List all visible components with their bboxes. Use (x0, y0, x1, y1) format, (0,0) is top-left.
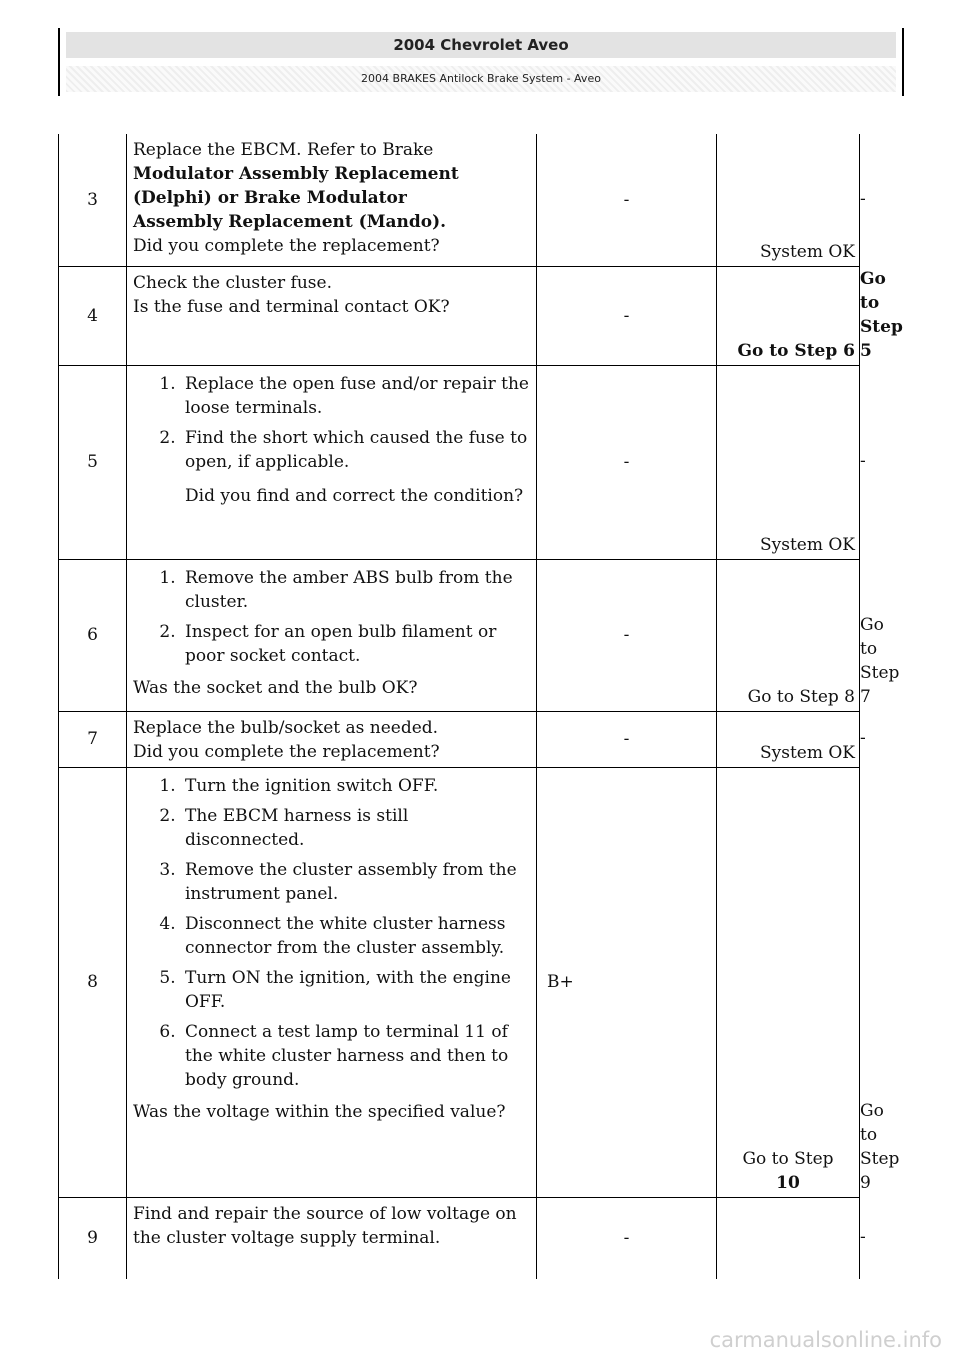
step-yes (717, 1197, 860, 1279)
step-action (127, 711, 537, 767)
step-value: - (537, 559, 717, 711)
action-text: (Delphi) or Brake Modulator (133, 188, 407, 208)
step-yes-line: Go to Step (742, 1148, 834, 1169)
table-row: 7 Replace the bulb/socket as needed. Did you complete the replacement? - System OK - (59, 711, 860, 767)
step-value: - (537, 1197, 717, 1279)
document-subtitle: 2004 BRAKES Antilock Brake System - Aveo (66, 66, 896, 92)
list-item: 1. Turn the ignition switch OFF. (181, 774, 530, 798)
step-number: 3 (59, 134, 127, 266)
step-value: - (537, 365, 717, 559)
table-row: 5 1. Replace the open fuse and/or repair the loose terminals. 2. Find the short which caused the fuse to open, if applicable. Did you find and correct the condition? - System OK - (59, 365, 860, 559)
step-question: Did you complete the replacement? (133, 236, 440, 256)
list-item: 4. Disconnect the white cluster harness connector from the cluster assembly. (181, 912, 530, 960)
step-yes: System OK (717, 134, 860, 266)
table-row: 9 Find and repair the source of low voltage on the cluster voltage supply terminal. - - (59, 1197, 860, 1279)
step-value: B+ (537, 767, 717, 1197)
step-question: Did you find and correct the condition? (185, 485, 524, 506)
list-item: 1. Replace the open fuse and/or repair the loose terminals. (181, 372, 530, 420)
step-action (127, 365, 537, 559)
table-row: 6 1. Remove the amber ABS bulb from the cluster. 2. Inspect for an open bulb filament or poor socket contact. Was the socket and the bulb OK? - Go to Step 8 Go to Step 7 (59, 559, 860, 711)
step-action (127, 559, 537, 711)
table-row: 4 Check the cluster fuse. Is the fuse and terminal contact OK? - Go to Step 6 Go to Step 5 (59, 266, 860, 365)
step-number: 9 (59, 1197, 127, 1279)
step-question: Was the socket and the bulb OK? (133, 677, 418, 698)
step-number: 5 (59, 365, 127, 559)
step-yes: System OK (717, 365, 860, 559)
step-value: - (537, 134, 717, 266)
step-action (127, 767, 537, 1197)
step-question: Was the voltage within the specified value? (133, 1101, 506, 1122)
step-number: 6 (59, 559, 127, 711)
step-value: - (537, 711, 717, 767)
list-item: 6. Connect a test lamp to terminal 11 of the white cluster harness and then to body ground. (181, 1020, 530, 1092)
step-number: 4 (59, 266, 127, 365)
action-reference-link: Modulator Assembly Replacement (133, 164, 459, 184)
action-text: Find and repair the source of low voltage on the cluster voltage supply terminal. (133, 1203, 517, 1248)
step-question: Is the fuse and terminal contact OK? (133, 296, 450, 317)
list-item: 2. Inspect for an open bulb filament or poor socket contact. (181, 620, 530, 668)
list-item: 2. Find the short which caused the fuse to open, if applicable. (181, 426, 530, 474)
diagnostic-steps-table (58, 134, 903, 1279)
step-yes: Go to Step 8 (717, 559, 860, 711)
step-action (127, 1197, 537, 1279)
step-number: 7 (59, 711, 127, 767)
step-action (127, 134, 537, 266)
step-yes: Go to Step 6 (717, 266, 860, 365)
step-question: Did you complete the replacement? (133, 741, 440, 762)
step-action (127, 266, 537, 365)
action-reference-link: Assembly Replacement (Mando). (133, 212, 447, 232)
step-yes: System OK (717, 711, 860, 767)
step-yes (717, 767, 860, 1197)
step-number: 8 (59, 767, 127, 1197)
document-header (58, 28, 904, 96)
action-text: Replace the bulb/socket as needed. (133, 717, 439, 738)
table-row: 3 Replace the EBCM. Refer to Brake Modulator Assembly Replacement (Delphi) or Brake Modulator Assembly Replacement (Mando). Did you complete the replacement? - System OK - (59, 134, 860, 266)
table-row: 8 1. Turn the ignition switch OFF. 2. The EBCM harness is still disconnected. 3. Remove the cluster assembly from the instrument panel. 4. Disconnect the white cluster harness connector from the cluster assembly. 5. Turn ON the ignition, with the engine OFF. 6. Connect a test lamp to terminal 11 of the white cluster harness and then to body ground. Was the voltage within the specified value? B+ Go to Step 10 Go to Step 9 (59, 767, 860, 1197)
list-item: 3. Remove the cluster assembly from the instrument panel. (181, 858, 530, 906)
list-item: 1. Remove the amber ABS bulb from the cluster. (181, 566, 530, 614)
step-value: - (537, 266, 717, 365)
watermark: carmanualsonline.info (709, 1328, 942, 1352)
list-item: 5. Turn ON the ignition, with the engine OFF. (181, 966, 530, 1014)
action-text: Replace the EBCM. Refer to Brake (133, 140, 434, 160)
step-yes-line: 10 (776, 1172, 800, 1193)
list-item: 2. The EBCM harness is still disconnected. (181, 804, 530, 852)
action-text: Check the cluster fuse. (133, 272, 332, 293)
document-title: 2004 Chevrolet Aveo (66, 32, 896, 58)
